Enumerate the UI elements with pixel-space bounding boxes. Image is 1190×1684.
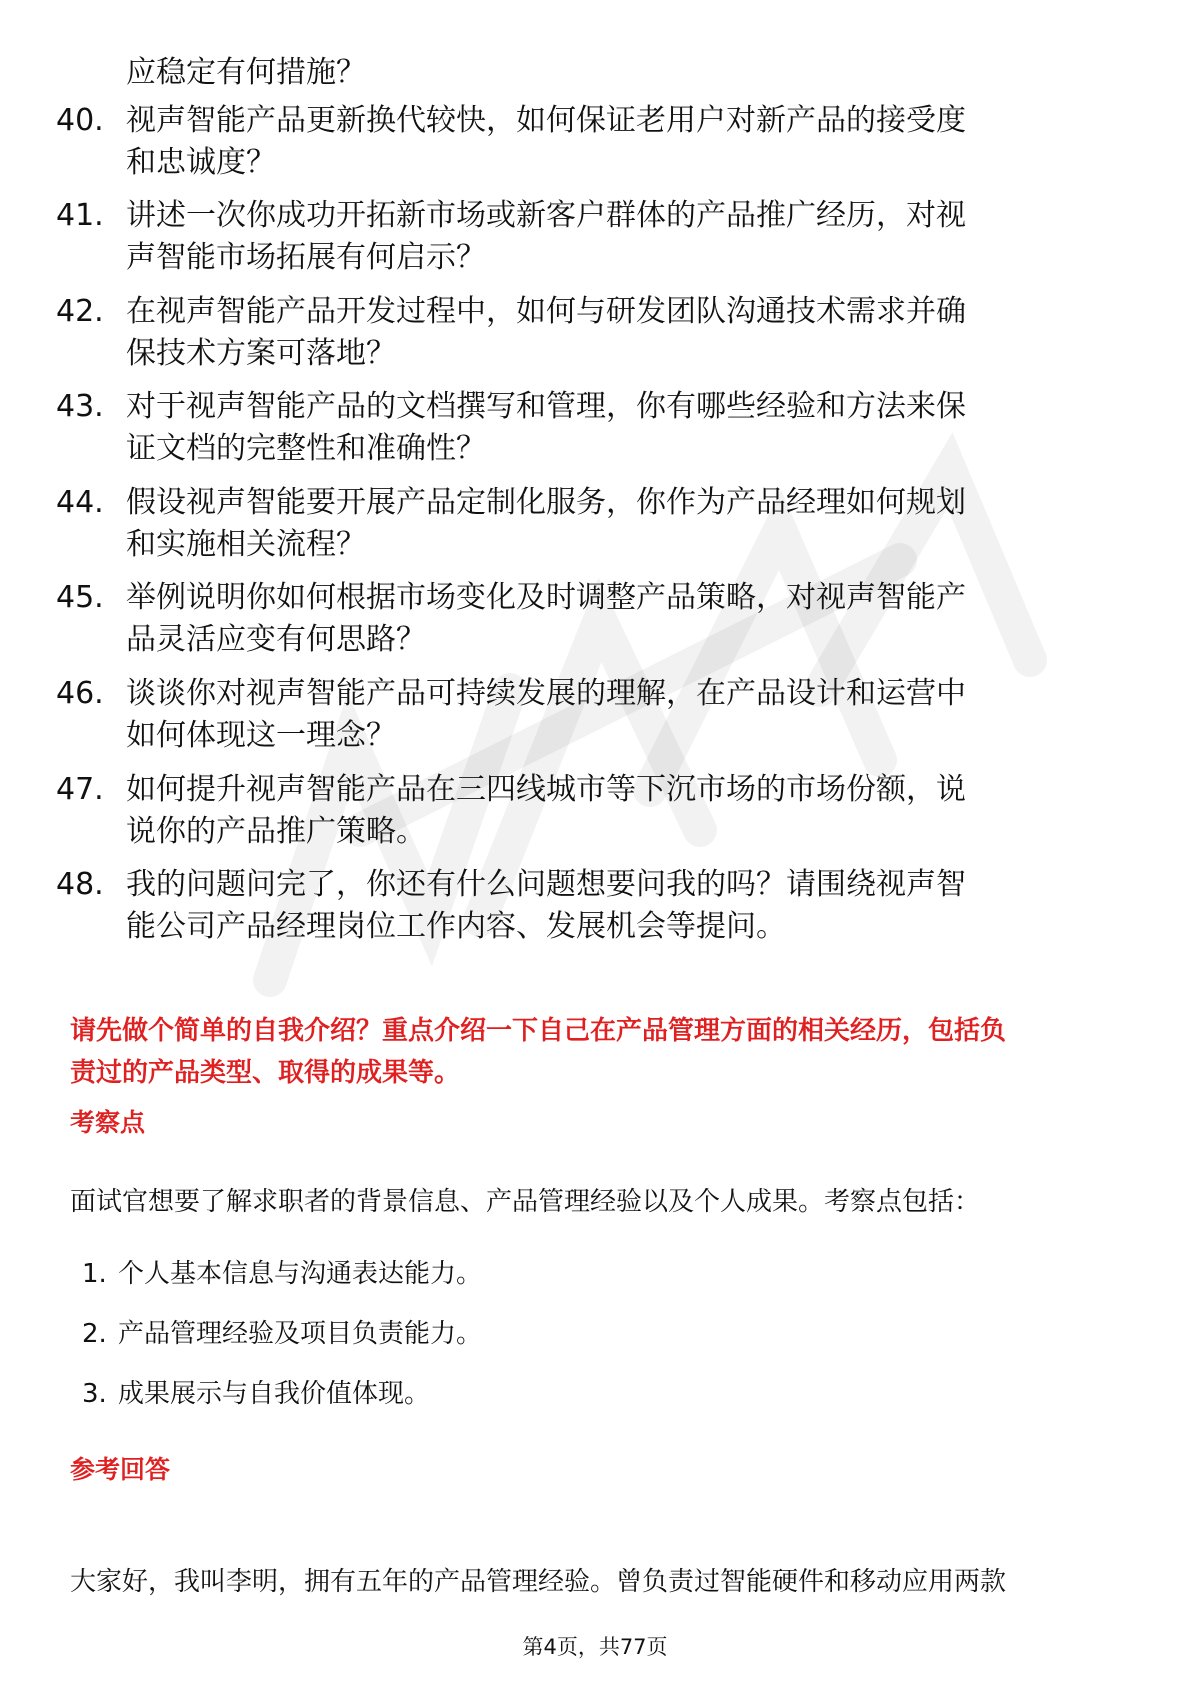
question-text bbox=[126, 195, 1136, 279]
question-number: 44. bbox=[56, 485, 104, 520]
question-text bbox=[126, 769, 1136, 853]
highlight-question bbox=[70, 1010, 1130, 1094]
question-continuation: 应稳定有何措施？ bbox=[126, 55, 366, 90]
question-line: 谈谈你对视声智能产品可持续发展的理解，在产品设计和运营中 bbox=[126, 676, 966, 711]
question-line: 证文档的完整性和准确性？ bbox=[126, 431, 486, 466]
question-line: 品灵活应变有何思路？ bbox=[126, 622, 426, 657]
key-point-number: 3. bbox=[82, 1379, 107, 1409]
question-text bbox=[126, 100, 1136, 184]
question-text bbox=[126, 291, 1136, 375]
question-text bbox=[126, 482, 1136, 566]
question-line: 如何体现这一理念？ bbox=[126, 718, 396, 753]
question-number: 47. bbox=[56, 772, 104, 807]
key-points-intro: 面试官想要了解求职者的背景信息、产品管理经验以及个人成果。考察点包括： bbox=[70, 1187, 981, 1217]
question-line: 假设视声智能要开展产品定制化服务，你作为产品经理如何规划 bbox=[126, 485, 966, 520]
question-line: 举例说明你如何根据市场变化及时调整产品策略，对视声智能产 bbox=[126, 580, 966, 615]
question-line: 保技术方案可落地？ bbox=[126, 336, 396, 371]
question-number: 40. bbox=[56, 103, 104, 138]
key-points-title: 考察点 bbox=[70, 1108, 146, 1137]
key-point-number: 2. bbox=[82, 1319, 107, 1349]
question-number: 42. bbox=[56, 294, 104, 329]
question-number: 45. bbox=[56, 580, 104, 615]
key-point-item bbox=[82, 1316, 482, 1352]
highlight-question-line: 责过的产品类型、取得的成果等。 bbox=[70, 1058, 461, 1088]
question-line: 说你的产品推广策略。 bbox=[126, 814, 426, 849]
question-number: 41. bbox=[56, 198, 104, 233]
question-line: 能公司产品经理岗位工作内容、发展机会等提问。 bbox=[126, 909, 786, 944]
highlight-question-line: 请先做个简单的自我介绍？重点介绍一下自己在产品管理方面的相关经历，包括负 bbox=[70, 1016, 1007, 1046]
key-point-text: 成果展示与自我价值体现。 bbox=[118, 1379, 431, 1409]
question-number: 43. bbox=[56, 389, 104, 424]
question-line: 讲述一次你成功开拓新市场或新客户群体的产品推广经历，对视 bbox=[126, 198, 966, 233]
question-line: 我的问题问完了，你还有什么问题想要问我的吗？请围绕视声智 bbox=[126, 867, 966, 902]
page-footer: 第4页，共77页 bbox=[522, 1635, 668, 1659]
question-number: 48. bbox=[56, 867, 104, 902]
question-line: 和忠诚度？ bbox=[126, 145, 276, 180]
question-number: 46. bbox=[56, 676, 104, 711]
question-line: 和实施相关流程？ bbox=[126, 527, 366, 562]
key-point-item bbox=[82, 1376, 430, 1412]
reference-answer-text: 大家好，我叫李明，拥有五年的产品管理经验。曾负责过智能硬件和移动应用两款 bbox=[70, 1567, 1007, 1597]
question-text bbox=[126, 386, 1136, 470]
reference-answer-title: 参考回答 bbox=[70, 1455, 171, 1484]
question-text bbox=[126, 673, 1136, 757]
key-point-number: 1. bbox=[82, 1259, 107, 1289]
key-point-text: 个人基本信息与沟通表达能力。 bbox=[118, 1259, 483, 1289]
key-point-item bbox=[82, 1256, 482, 1292]
question-line: 如何提升视声智能产品在三四线城市等下沉市场的市场份额，说 bbox=[126, 772, 966, 807]
question-line: 在视声智能产品开发过程中，如何与研发团队沟通技术需求并确 bbox=[126, 294, 966, 329]
question-line: 视声智能产品更新换代较快，如何保证老用户对新产品的接受度 bbox=[126, 103, 966, 138]
question-line: 对于视声智能产品的文档撰写和管理，你有哪些经验和方法来保 bbox=[126, 389, 966, 424]
question-text bbox=[126, 577, 1136, 661]
question-text bbox=[126, 864, 1136, 948]
question-line: 声智能市场拓展有何启示？ bbox=[126, 240, 486, 275]
key-point-text: 产品管理经验及项目负责能力。 bbox=[118, 1319, 483, 1349]
